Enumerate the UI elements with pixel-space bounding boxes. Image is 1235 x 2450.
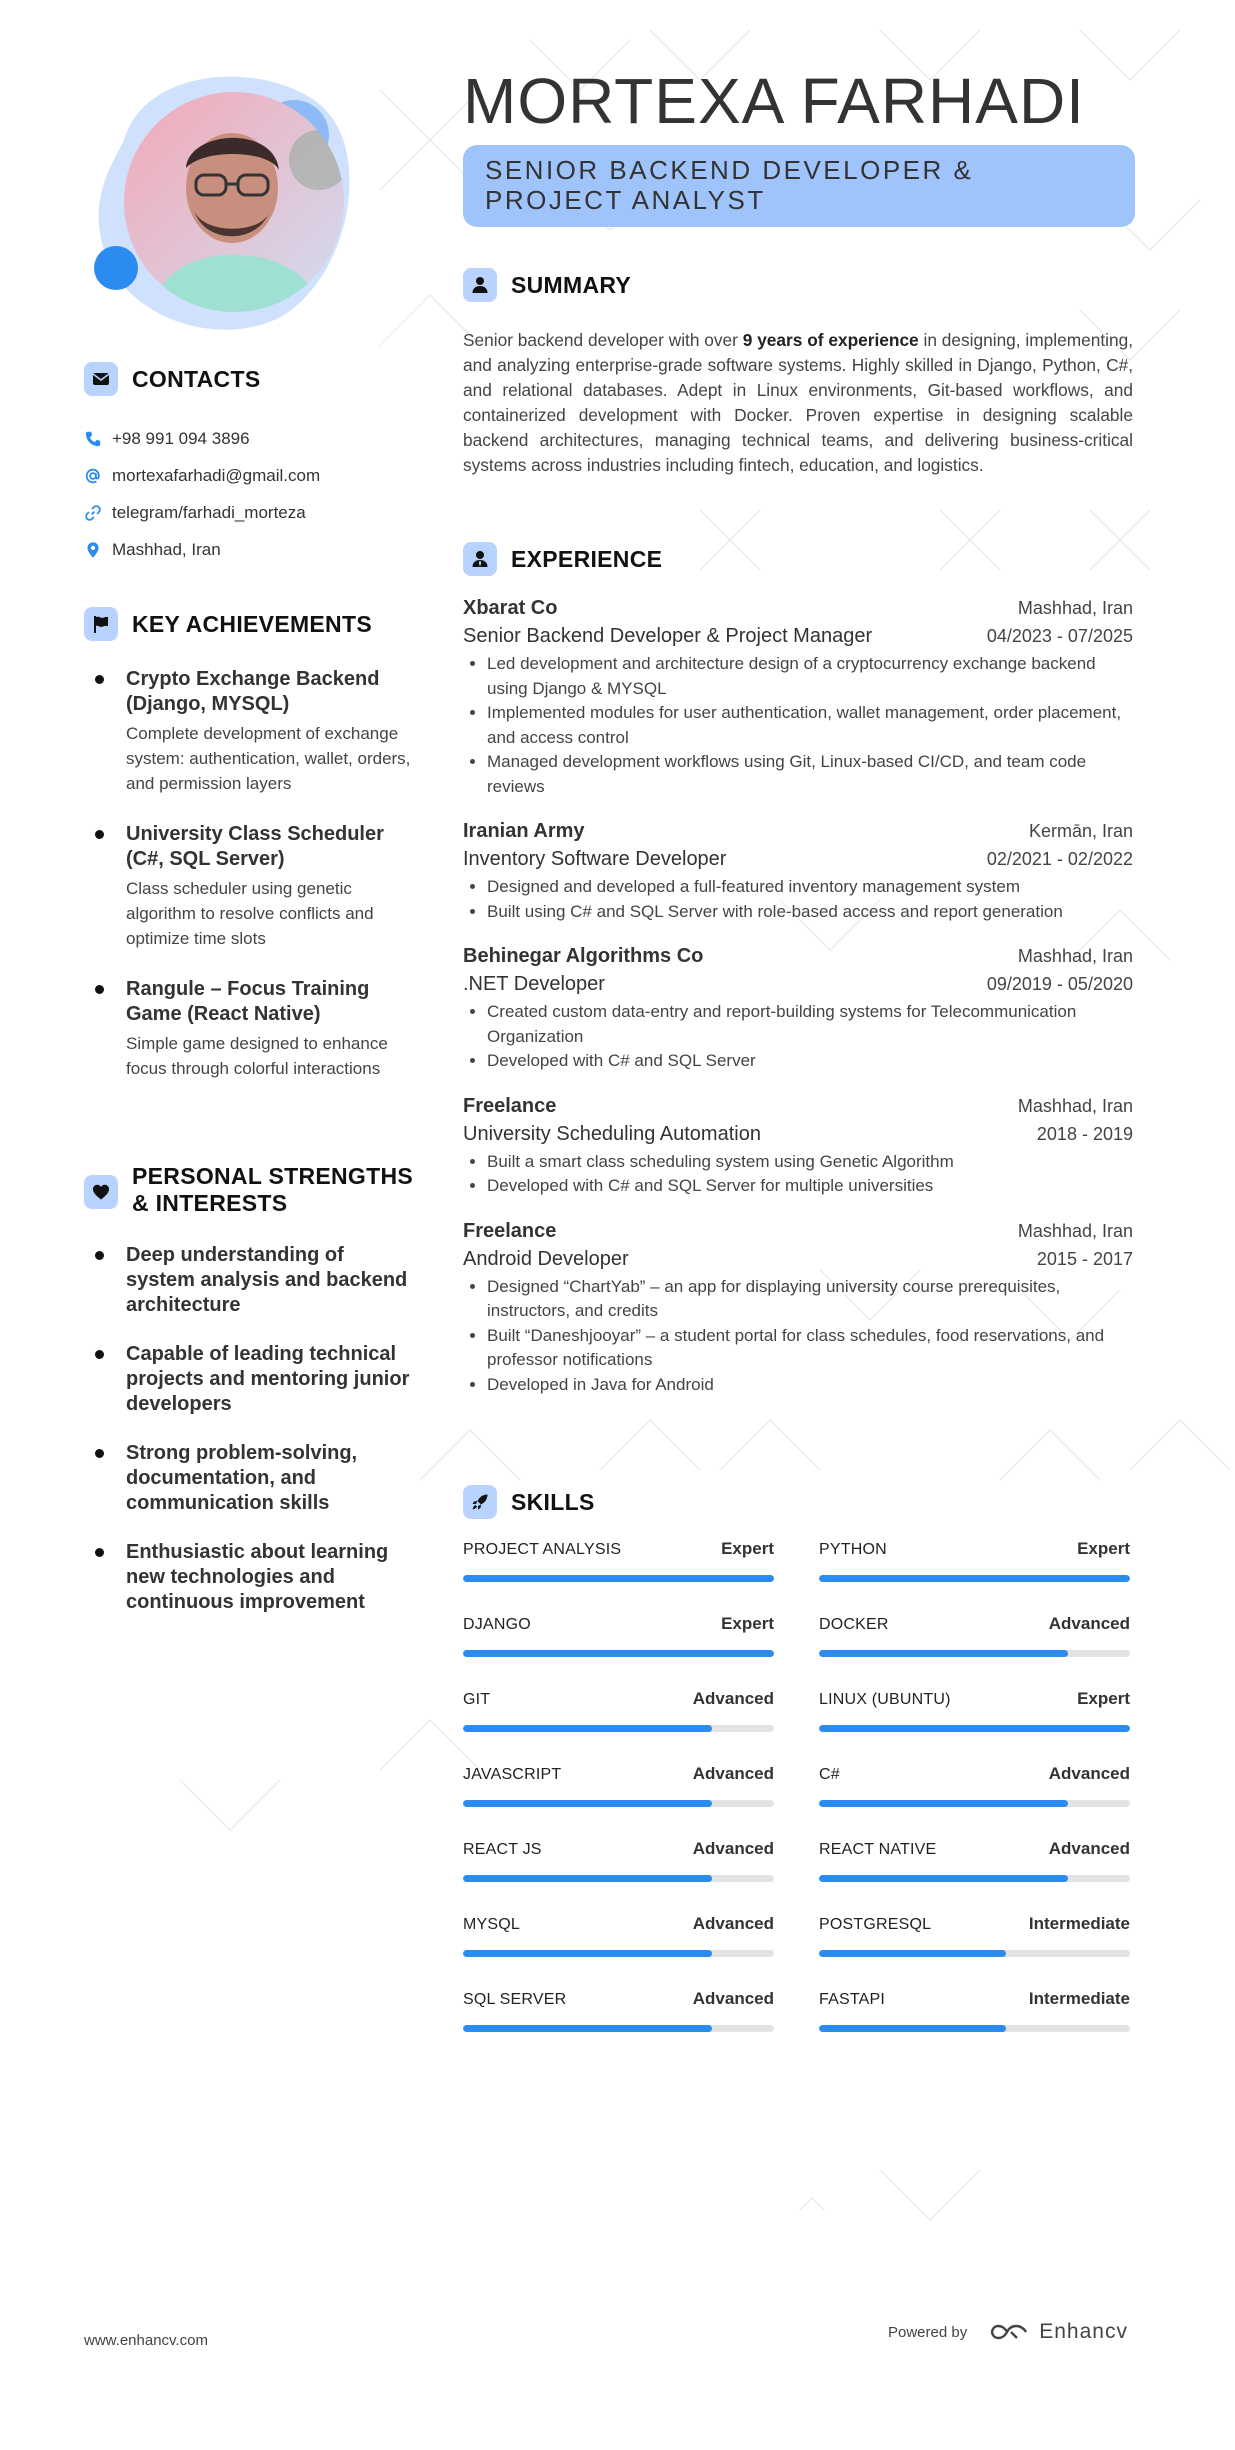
job-company: Freelance: [463, 1219, 557, 1242]
job-bullet: • Built using C# and SQL Server with role-based access and report generation: [487, 900, 1133, 925]
job-entry: [463, 817, 1133, 924]
skill-name: DOCKER: [819, 1616, 889, 1633]
job-location: Mashhad, Iran: [1017, 1220, 1133, 1241]
skill-level: Expert: [721, 1614, 774, 1633]
at-icon: [84, 467, 102, 485]
strength-text: Strong problem-solving, documentation, and communication skills: [126, 1442, 358, 1514]
job-role: Inventory Software Developer: [463, 848, 727, 870]
skill-item: [819, 1689, 1130, 1764]
candidate-name: MORTEXA FARHADI: [463, 65, 1085, 137]
skill-bar: [463, 1650, 774, 1657]
skill-item: [819, 1914, 1130, 1989]
job-location: Mashhad, Iran: [1017, 1095, 1133, 1116]
skill-bar-fill: [819, 1875, 1068, 1882]
job-entry: [463, 1092, 1133, 1199]
achievement-item: [84, 822, 414, 951]
skill-name: FASTAPI: [819, 1991, 886, 2008]
phone-icon: [84, 430, 102, 448]
skill-item: [819, 1989, 1130, 2064]
achievement-desc: Simple game designed to enhance focus through colorful interactions: [126, 1034, 388, 1078]
skills-section: [463, 1485, 1133, 2064]
summary-heading: SUMMARY: [511, 271, 632, 298]
skill-bar: [819, 2025, 1130, 2032]
strength-item: [84, 1540, 414, 1615]
job-dates: 02/2021 - 02/2022: [986, 849, 1133, 869]
enhancv-logo-icon: [989, 2321, 1029, 2343]
job-bullet: • Created custom data-entry and report-building systems for Telecommunication Organization: [487, 1000, 1133, 1049]
skill-bar: [819, 1575, 1130, 1582]
skill-level: Intermediate: [1028, 1989, 1130, 2008]
powered-by-label: Powered by: [888, 2323, 968, 2341]
contact-location: [84, 531, 424, 568]
job-entry: [463, 594, 1133, 799]
skill-bar: [463, 1725, 774, 1732]
summary-text: [463, 328, 1133, 478]
contact-email-text: mortexafarhadi@gmail.com: [112, 465, 321, 485]
experience-section: [463, 542, 1133, 1415]
footer-website-link[interactable]: www.enhancv.com: [84, 2332, 208, 2349]
avatar: [84, 70, 354, 330]
rocket-icon: [463, 1485, 497, 1519]
skill-bar-fill: [463, 1575, 774, 1582]
achievement-desc: Complete development of exchange system: authentication, wallet, orders, and permission layers: [126, 724, 411, 793]
job-bullet: • Developed in Java for Android: [487, 1373, 1133, 1398]
skill-name: GIT: [463, 1691, 491, 1708]
envelope-icon: [84, 362, 118, 396]
skill-item: [463, 1839, 774, 1914]
skill-bar-fill: [463, 1950, 712, 1957]
job-location: Mashhad, Iran: [1017, 946, 1133, 966]
contact-location-text: Mashhad, Iran: [112, 539, 221, 559]
summary-text-rest: in designing, implementing, and analyzing enterprise-grade software systems. Highly skilled in Django, Python, C#, and relational databases. Adept in Linux environments, Git-based workflows, and containerized development with Docker. Proven expertise in designing scalable backend architectures, managing technical teams, and delivering business-critical systems across industries including fintech, education, and logistics.: [463, 330, 1134, 475]
job-dates: 09/2019 - 05/2020: [986, 974, 1133, 994]
job-bullet: • Managed development workflows using Git, Linux-based CI/CD, and team code reviews: [487, 750, 1133, 799]
job-entry: [463, 1217, 1133, 1398]
summary-section: [463, 268, 1133, 478]
job-bullet: • Developed with C# and SQL Server: [487, 1049, 1133, 1074]
strengths-heading: PERSONAL STRENGTHS & INTERESTS: [132, 1163, 414, 1216]
skill-level: Advanced: [1048, 1839, 1130, 1858]
achievement-title: Rangule – Focus Training Game (React Native): [126, 978, 370, 1025]
skill-name: DJANGO: [463, 1616, 531, 1633]
skill-item: [819, 1539, 1130, 1614]
skill-bar: [819, 1875, 1130, 1882]
skill-item: [819, 1614, 1130, 1689]
job-company: Iranian Army: [463, 820, 585, 842]
skill-bar: [463, 1875, 774, 1882]
skills-heading: SKILLS: [511, 1488, 595, 1515]
contact-telegram[interactable]: [84, 494, 424, 531]
skill-item: [463, 1539, 774, 1614]
skill-bar: [463, 1800, 774, 1807]
achievement-desc: Class scheduler using genetic algorithm to resolve conflicts and optimize time slots: [126, 879, 374, 948]
skill-level: Advanced: [692, 1989, 774, 2008]
job-company: Freelance: [463, 1094, 557, 1117]
skill-name: REACT NATIVE: [819, 1841, 937, 1858]
job-dates: 2015 - 2017: [1036, 1248, 1133, 1269]
job-dates: 2018 - 2019: [1036, 1123, 1133, 1144]
skill-bar-fill: [819, 1725, 1130, 1732]
skill-bar-fill: [819, 1575, 1130, 1582]
skill-level: Advanced: [692, 1689, 774, 1708]
heart-icon: [84, 1175, 118, 1209]
job-company: Behinegar Algorithms Co: [463, 945, 704, 967]
achievement-title: University Class Scheduler (C#, SQL Server): [126, 823, 384, 870]
contacts-section: [84, 362, 424, 568]
flag-icon: [84, 607, 118, 641]
summary-text-start: Senior backend developer with over: [463, 330, 743, 350]
skill-bar-fill: [463, 1800, 712, 1807]
job-dates: 04/2023 - 07/2025: [986, 626, 1133, 646]
job-entry: [463, 942, 1133, 1074]
skill-item: [463, 1989, 774, 2064]
achievements-section: [84, 607, 414, 1107]
job-bullet: • Built “Daneshjooyar” – a student portal for class schedules, food reservations, and professor notifications: [487, 1324, 1133, 1373]
candidate-title: SENIOR BACKEND DEVELOPER & PROJECT ANALYST: [463, 145, 1135, 227]
strengths-section: [84, 1163, 414, 1639]
skills-grid: [463, 1539, 1133, 2064]
skill-bar: [819, 1950, 1130, 1957]
skill-name: REACT JS: [463, 1841, 542, 1858]
skill-name: C#: [819, 1766, 840, 1783]
job-bullet: • Designed “ChartYab” – an app for displaying university course prerequisites, instructors, and credits: [487, 1275, 1133, 1324]
skill-item: [819, 1839, 1130, 1914]
skill-level: Expert: [721, 1539, 774, 1558]
professional-icon: [463, 542, 497, 576]
skill-item: [463, 1764, 774, 1839]
skill-name: LINUX (UBUNTU): [819, 1691, 951, 1708]
contact-phone-text: +98 991 094 3896: [112, 428, 250, 448]
job-role: Senior Backend Developer & Project Manager: [463, 625, 873, 647]
skill-bar: [819, 1650, 1130, 1657]
skill-item: [819, 1764, 1130, 1839]
skill-name: PROJECT ANALYSIS: [463, 1541, 622, 1558]
skill-bar-fill: [819, 2025, 1006, 2032]
link-icon: [84, 504, 102, 522]
job-bullet: • Built a smart class scheduling system using Genetic Algorithm: [487, 1150, 1133, 1175]
skill-bar-fill: [463, 1725, 712, 1732]
skill-item: [463, 1614, 774, 1689]
achievement-item: [84, 667, 414, 796]
brand-logo[interactable]: [989, 2320, 1128, 2344]
footer-branding: [888, 2320, 1128, 2344]
skill-name: PYTHON: [819, 1541, 887, 1558]
job-bullet: • Led development and architecture design of a cryptocurrency exchange backend using Django & MYSQL: [487, 652, 1133, 701]
job-location: Mashhad, Iran: [1017, 598, 1133, 618]
skill-level: Expert: [1077, 1689, 1130, 1708]
contacts-heading: CONTACTS: [132, 365, 261, 392]
skill-level: Advanced: [692, 1764, 774, 1783]
skill-bar-fill: [819, 1650, 1068, 1657]
job-role: .NET Developer: [463, 973, 605, 995]
skill-bar: [463, 1575, 774, 1582]
skill-bar: [463, 1950, 774, 1957]
skill-bar: [819, 1800, 1130, 1807]
user-icon: [463, 268, 497, 302]
job-company: Xbarat Co: [463, 597, 558, 619]
location-pin-icon: [84, 541, 102, 559]
job-role: Android Developer: [463, 1247, 629, 1270]
skill-name: MYSQL: [463, 1916, 521, 1933]
contact-email[interactable]: [84, 457, 424, 494]
achievement-item: [84, 977, 414, 1081]
job-bullet: • Implemented modules for user authentication, wallet management, order placement, and access control: [487, 701, 1133, 750]
experience-heading: EXPERIENCE: [511, 545, 663, 572]
strength-item: [84, 1441, 414, 1516]
job-role: University Scheduling Automation: [463, 1122, 761, 1145]
skill-bar-fill: [463, 1875, 712, 1882]
skill-bar-fill: [463, 2025, 712, 2032]
skill-name: JAVASCRIPT: [463, 1766, 562, 1783]
skill-bar: [463, 2025, 774, 2032]
skill-level: Intermediate: [1028, 1914, 1130, 1933]
summary-text-highlight: 9 years of experience: [742, 330, 919, 350]
strength-text: Enthusiastic about learning new technologies and continuous improvement: [126, 1541, 389, 1613]
skill-bar-fill: [819, 1950, 1006, 1957]
skill-level: Advanced: [692, 1914, 774, 1933]
skill-name: SQL SERVER: [463, 1991, 567, 2008]
strength-item: [84, 1342, 414, 1417]
skill-bar: [819, 1725, 1130, 1732]
strength-text: Capable of leading technical projects and mentoring junior developers: [126, 1343, 410, 1415]
skill-name: POSTGRESQL: [819, 1916, 932, 1933]
profile-photo: [84, 70, 354, 330]
skill-level: Advanced: [692, 1839, 774, 1858]
job-location: Kermān, Iran: [1028, 821, 1133, 841]
job-bullet: • Developed with C# and SQL Server for multiple universities: [487, 1174, 1133, 1199]
achievements-heading: KEY ACHIEVEMENTS: [132, 610, 372, 637]
contact-telegram-text: telegram/farhadi_morteza: [112, 502, 306, 522]
brand-name: Enhancv: [1039, 2320, 1128, 2343]
skill-level: Advanced: [1048, 1614, 1130, 1633]
skill-bar-fill: [819, 1800, 1068, 1807]
skill-item: [463, 1914, 774, 1989]
strength-item: [84, 1243, 414, 1318]
achievement-title: Crypto Exchange Backend (Django, MYSQL): [126, 668, 380, 715]
skill-level: Advanced: [1048, 1764, 1130, 1783]
job-bullet: • Designed and developed a full-featured inventory management system: [487, 875, 1133, 900]
skill-item: [463, 1689, 774, 1764]
skill-bar-fill: [463, 1650, 774, 1657]
skill-level: Expert: [1077, 1539, 1130, 1558]
strength-text: Deep understanding of system analysis and backend architecture: [126, 1244, 408, 1316]
contact-phone[interactable]: [84, 420, 424, 457]
